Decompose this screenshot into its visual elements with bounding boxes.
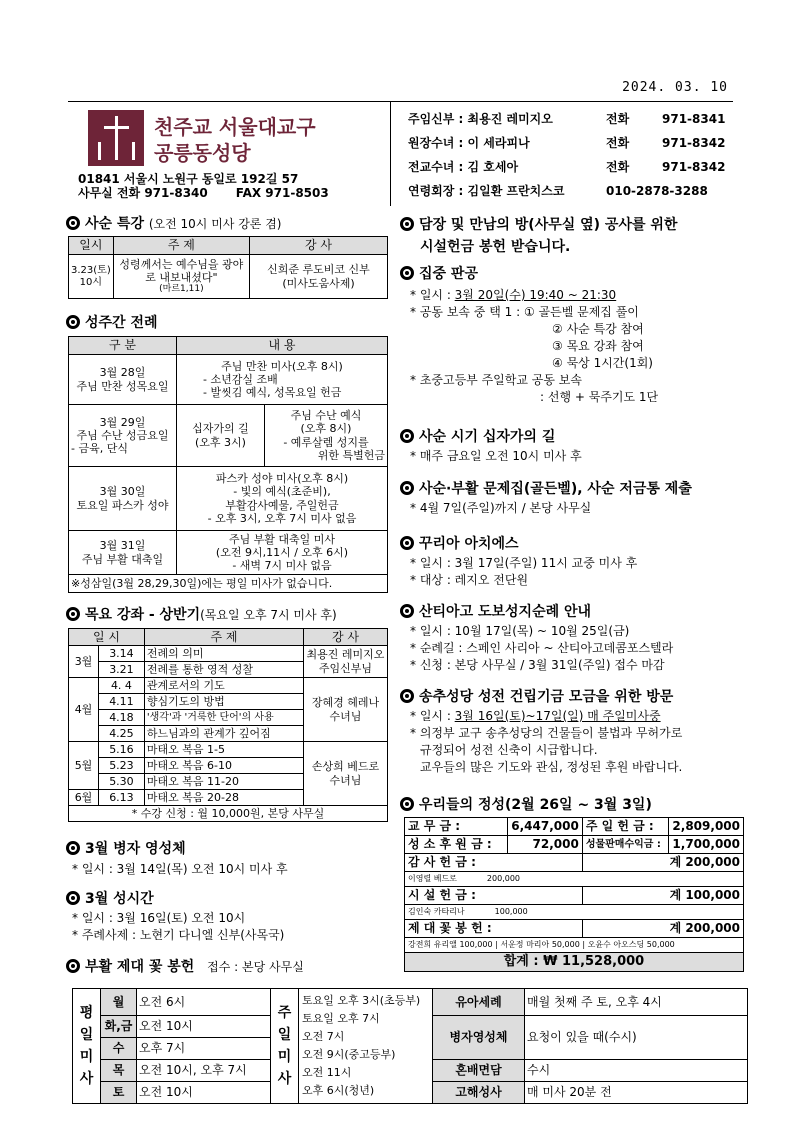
staff-row: 주임신부 : 최용진 레미지오 전화 971-8341 [408, 112, 726, 126]
songchu-info: * 일시 : 3월 16일(토)~17일(일) 매 주일미사중 * 의정부 교구 송추성당의 건물들이 불법과 무허가로 규정되어 성전 신축이 시급합니다. 교우들의 많은 기도와 관심, 정성된 후원 바랍니다. [410, 709, 683, 774]
header-vertical-divider [390, 101, 391, 206]
gear-bullet-icon [400, 481, 414, 495]
header-divider [68, 101, 733, 102]
gear-bullet-icon [66, 315, 80, 329]
sick-communion-heading: 3월 병자 영성체 [66, 840, 186, 858]
logo-parish: 공릉동성당 [154, 141, 251, 165]
gear-bullet-icon [66, 607, 80, 621]
easter-vigil: 3월 30일 토요일 파스카 성야 [69, 467, 177, 531]
gear-bullet-icon [66, 959, 80, 973]
logo-diocese: 천주교 서울대교구 [154, 115, 316, 139]
stations-heading: 사순 시기 십자가의 길 [400, 428, 555, 446]
santiago-heading: 산티아고 도보성지순례 안내 [400, 603, 591, 621]
holy-week-note: ※성삼일(3월 28,29,30일)에는 평일 미사가 없습니다. [69, 575, 388, 593]
gear-bullet-icon [400, 429, 414, 443]
gear-bullet-icon [400, 604, 414, 618]
wall-donation-notice: 담장 및 만남의 방(사무실 옆) 공사를 위한 시설헌금 봉헌 받습니다. [400, 214, 677, 258]
holy-thursday: 3월 28일 주님 만찬 성목요일 [69, 355, 177, 405]
songchu-heading: 송추성당 성전 건립기금 모금을 위한 방문 [400, 688, 673, 706]
offering-donor-row: 이영렬 베드로 200,000 [405, 872, 744, 887]
offering-donor-row: 김인숙 카타리나 100,000 [405, 905, 744, 920]
confession-info: * 일시 : 3월 20일(수) 19:40 ~ 21:30 * 공동 보속 중 택 1 : ① 골든벨 문제집 풀이 ② 사순 특강 참여 ③ 목요 강좌 참여 ④ 묵상 1시간(1회) * 초중고등부 주일학교 공동 보속 : 선행 + 묵주기도 1단 [410, 288, 659, 404]
holy-week-heading: 성주간 전례 [66, 314, 158, 332]
staff-row: 원장수녀 : 이 세라피나 전화 971-8342 [408, 136, 726, 150]
good-friday: 3월 29일 주님 수난 성금요일 - 금육, 단식 [69, 405, 177, 467]
gear-bullet-icon [400, 689, 414, 703]
bulletin-date: 2024. 03. 10 [622, 80, 728, 95]
gear-bullet-icon [400, 797, 414, 811]
holy-week-table: 구 분 내 용 3월 28일 주님 만찬 성목요일 주님 만찬 미사(오후 8시) - 소년감실 조배 - 발씻김 예식, 성목요일 헌금 3월 29일 주님 수난 성금요일 - 금육, 단식 십자가의 길 (오후 3시) 주님 수난 예식 (오후 8시) - 예루살렘 성지를 위한 특별헌금 3월 30일 토요일 파스카 성야 파스카 성야 미사(오후 8시) - 빛의 예식(초준비), 부활감사예물, 주일헌금 - 오후 3시, 오후 7시 미사 없음 3월 31일 주님 부활 대축일 주님 부활 대축일 미사 (오전 9시,11시 / 오후 6시) - 새벽 7시 미사 없음 ※성삼일(3월 28,29,30일)에는 평일 미사가 없습니다. [68, 336, 388, 593]
lenten-lecture-table: 일시 주 제 강 사 3.23(토) 10시 성령께서는 예수님을 광야로 내보내셨다" (마르1,11) 신희준 루도비코 신부 (미사도움사제) [68, 236, 388, 299]
office-phone: 사무실 전화 971-8340 [78, 186, 208, 200]
offering-heading: 우리들의 정성(2월 26일 ~ 3월 3일) [400, 796, 652, 814]
easter-sunday: 3월 31일 주님 부활 대축일 [69, 531, 177, 575]
easter-flowers-heading: 부활 제대 꽃 봉헌 접수 : 본당 사무실 [66, 958, 304, 976]
lecture-speaker: 손상희 베드로 수녀님 [304, 742, 388, 806]
acies-heading: 꾸리아 아치에스 [400, 535, 519, 553]
lecture-speaker: 최용진 레미지오 주임신부님 [304, 646, 388, 678]
thursday-lecture-table: 일 시 주 제 강 사 3월 3.14 전례의 의미 최용진 레미지오 주임신부님 3.21 전례를 통한 영적 성찰 4월 4. 4 관계로서의 기도 장혜경 헤레나 수녀님 4.11 향심기도의 방법 4.18 '생각'과 '거룩한 단어'의 사용 4.25 하느님과의 관계가 깊어짐 5월 5.16 마태오 복음 1-5 손상희 베드로 수녀님 5.23 마태오 복음 6-10 5.30 마태오 복음 11-20 6월 6.13 마태오 복음 20-28 * 수강 신청 : 월 10,000원, 본당 사무실 [68, 628, 388, 822]
parish-address [78, 172, 329, 200]
lecture-topic: 성령께서는 예수님을 광야로 내보내셨다" (마르1,11) [113, 255, 249, 299]
thursday-lecture-heading: 목요 강좌 - 상반기(목요일 오후 7시 미사 후) [66, 606, 337, 624]
stations-info: * 매주 금요일 오전 10시 미사 후 [410, 449, 582, 463]
gear-bullet-icon [66, 891, 80, 905]
staff-directory [408, 112, 748, 208]
staff-row: 전교수녀 : 김 호세아 전화 971-8342 [408, 160, 726, 174]
mass-schedule-table: 평 일 미 사 월 오전 6시 주 일 미 사 토요일 오후 3시(초등부) 토요일 오후 7시 오전 7시 오전 9시(중고등부) 오전 11시 오후 6시(청년) 유아세례 매월 첫째 주 토, 오후 4시 화,금 오전 10시 병자영성체 요청이 있을 때(수시) 수 오후 7시 목 오전 10시, 오후 7시 혼배면담 수시 토 오전 10시 고해성사 매 미사 20분 전 [72, 988, 748, 1104]
offering-donor-row: 강전희 유리앨 100,000 | 서운정 마리아 50,000 | 오윤수 아오스딩 50,000 [405, 938, 744, 953]
lecture-speaker: 장혜경 헤레나 수녀님 [304, 678, 388, 742]
confession-heading: 집중 판공 [400, 265, 478, 283]
staff-row: 연령회장 : 김일환 프란치스코 010-2878-3288 [408, 184, 708, 198]
holy-hour-heading: 3월 성시간 [66, 890, 154, 908]
lecture-note: * 수강 신청 : 월 10,000원, 본당 사무실 [69, 806, 388, 822]
goldenbell-info: * 4월 7일(주일)까지 / 본당 사무실 [410, 501, 592, 515]
gear-bullet-icon [400, 266, 414, 280]
offering-total: 합계 : ₩ 11,528,000 [405, 953, 744, 972]
lenten-lecture-heading: 사순 특강 (오전 10시 미사 강론 겸) [66, 215, 282, 233]
holy-hour-info: * 일시 : 3월 16일(토) 오전 10시 * 주례사제 : 노현기 다니엘 신부(사목국) [72, 911, 285, 942]
sick-communion-info: * 일시 : 3월 14일(목) 오전 10시 미사 후 [72, 862, 288, 876]
lecture-speaker: 신희준 루도비코 신부 (미사도움사제) [250, 255, 388, 299]
sunday-mass-times: 토요일 오후 3시(초등부) 토요일 오후 7시 오전 7시 오전 9시(중고등부) 오전 11시 오후 6시(청년) [299, 989, 433, 1104]
lecture-date: 3.23(토) 10시 [69, 255, 114, 299]
gear-bullet-icon [66, 841, 80, 855]
sunday-mass-label: 주 일 미 사 [271, 989, 299, 1104]
gear-bullet-icon [66, 216, 80, 230]
cross-logo-icon [88, 110, 144, 166]
gear-bullet-icon [400, 536, 414, 550]
acies-info: * 일시 : 3월 17일(주일) 11시 교중 미사 후 * 대상 : 레지오 전단원 [410, 556, 638, 587]
weekday-mass-label: 평 일 미 사 [73, 989, 101, 1104]
santiago-info: * 일시 : 10월 17일(목) ~ 10월 25일(금) * 순례길 : 스페인 사리아 ~ 산티아고데콤포스텔라 * 신청 : 본당 사무실 / 3월 31일(주일) 접수 마감 [410, 624, 674, 672]
goldenbell-heading: 사순·부활 문제집(골든벨), 사순 저금통 제출 [400, 480, 692, 498]
offering-table: 교 무 금 : 6,447,000 주 일 헌 금 : 2,809,000 성 소 후 원 금 : 72,000 성물판매수익금 : 1,700,000 감 사 헌 금 : 계 200,000 이영렬 베드로 200,000 시 설 헌 금 : 계 100,000 김인숙 카타리나 100,000 제 대 꽃 봉 헌 : 계 200,000 강전희 유리앨 100,000 | 서운정 마리아 50,000 | 오윤수 아오스딩 50,000 합계 : ₩ 11,528,000 [404, 817, 744, 972]
gear-bullet-icon [400, 217, 414, 231]
parish-logo [88, 110, 343, 166]
address-line: 01841 서울시 노원구 동일로 192길 57 [78, 172, 299, 186]
office-fax: FAX 971-8503 [235, 186, 329, 200]
